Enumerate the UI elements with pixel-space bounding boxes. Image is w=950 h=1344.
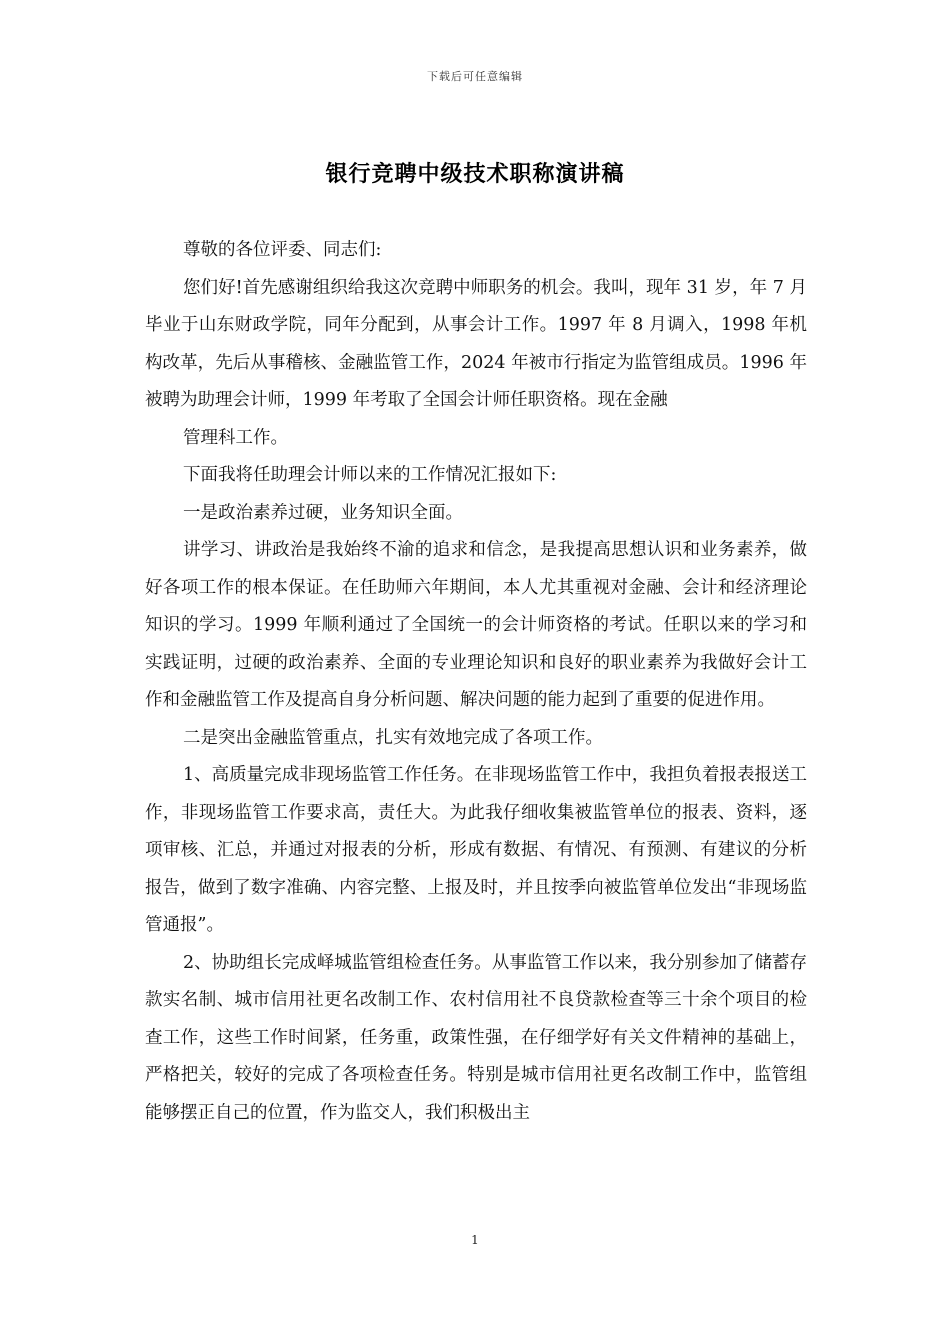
paragraph-report-lead: 下面我将任助理会计师以来的工作情况汇报如下: (183, 465, 557, 485)
paragraph-item-2: 2、协助组长完成峄城监管组检查任务。从事监管工作以来，我分别参加了储蓄存款实名制、城市信用社更名改制工作、农村信用社不良贷款检查等三十余个项目的检查工作，这些工作时间紧，任务重，政策性强，在仔细学好有关文件精神的基础上，严格把关，较好的完成了各项检查任务。特别是城市信用社更名改制工作中，监管组能够摆正自己的位置，作为监交人，我们积极出主 (145, 952, 807, 1123)
header-note: 下载后可任意编辑 (427, 70, 523, 83)
section-heading-1: 一是政治素养过硬，业务知识全面。 (183, 502, 463, 523)
document-body (145, 232, 807, 1132)
page-number: 1 (471, 1233, 479, 1247)
section-heading-2: 二是突出金融监管重点，扎实有效地完成了各项工作。 (183, 727, 603, 748)
document-title: 银行竞聘中级技术职称演讲稿 (325, 161, 625, 187)
paragraph-salutation: 尊敬的各位评委、同志们: (183, 240, 382, 260)
paragraph-study: 讲学习、讲政治是我始终不渝的追求和信念，是我提高思想认识和业务素养，做好各项工作的根本保证。在任助师六年期间，本人尤其重视对金融、会计和经济理论知识的学习。1999 年顺利通过了全国统一的会计师资格的考试。任职以来的学习和实践证明，过硬的政治素养、全面的专业理论知识和良好的职业素养为我做好会计工作和金融监管工作及提高自身分析问题、解决问题的能力起到了重要的促进作用。 (145, 540, 807, 710)
paragraph-introduction-continued: 管理科工作。 (183, 427, 288, 448)
paragraph-introduction: 您们好!首先感谢组织给我这次竞聘中师职务的机会。我叫，现年 31 岁，年 7 月毕业于山东财政学院，同年分配到，从事会计工作。1997 年 8 月调入，1998 年机构改革，先后从事稽核、金融监管工作，2024 年被市行指定为监管组成员。1996 年被聘为助理会计师，1999 年考取了全国会计师任职资格。现在金融 (145, 277, 807, 410)
paragraph-item-1: 1、高质量完成非现场监管工作任务。在非现场监管工作中，我担负着报表报送工作，非现场监管工作要求高，责任大。为此我仔细收集被监管单位的报表、资料，逐项审核、汇总，并通过对报表的分析，形成有数据、有情况、有预测、有建议的分析报告，做到了数字准确、内容完整、上报及时，并且按季向被监管单位发出“非现场监管通报”。 (145, 765, 807, 935)
